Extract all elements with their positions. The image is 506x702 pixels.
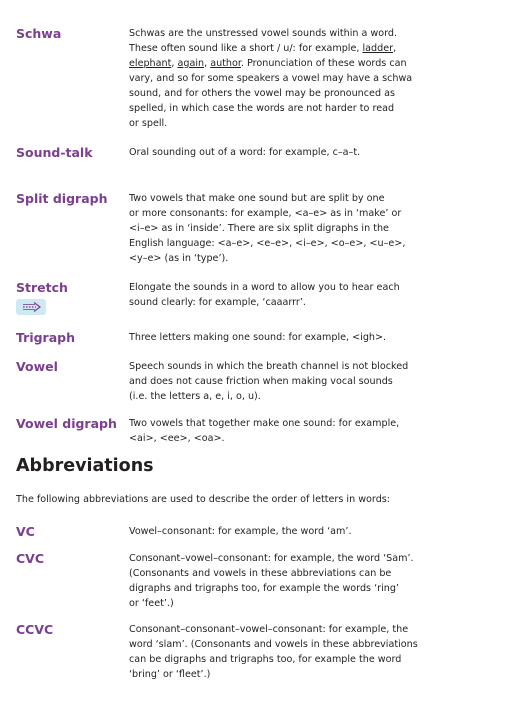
definition-line: or ‘feet’.) bbox=[129, 598, 174, 609]
definition-line: or spell. bbox=[129, 118, 168, 129]
definition-line: elephant, again, author. Pronunciation of these words can bbox=[129, 58, 407, 69]
definition-cvc bbox=[129, 551, 491, 611]
definition-line: <i–e> as in ‘inside’. There are six split digraphs in the bbox=[129, 223, 389, 234]
term-stretch: Stretch bbox=[16, 280, 68, 295]
term-vc: VC bbox=[16, 524, 35, 539]
definition-line: can be digraphs and trigraphs too, for example the word bbox=[129, 654, 402, 665]
definition-ccvc bbox=[129, 622, 491, 682]
definition-line: (Consonants and vowels in these abbreviations can be bbox=[129, 568, 392, 579]
definition-line: English language: <a–e>, <e–e>, <i–e>, <o–e>, <u–e>, bbox=[129, 238, 406, 249]
definition-vowel bbox=[129, 359, 491, 404]
definition-line: (i.e. the letters a, e, i, o, u). bbox=[129, 391, 261, 402]
term-ccvc: CCVC bbox=[16, 622, 54, 637]
definition-line: Two vowels that together make one sound: for example, bbox=[129, 418, 400, 429]
definition-line: These often sound like a short / u/: for example, ladder, bbox=[129, 43, 397, 54]
definition-line: vary, and so for some speakers a vowel may have a schwa bbox=[129, 73, 413, 84]
definition-line: Elongate the sounds in a word to allow you to hear each bbox=[129, 282, 400, 293]
stretch-arrow-icon bbox=[16, 299, 46, 315]
term-vowel-digraph: Vowel digraph bbox=[16, 416, 117, 431]
term-split-digraph: Split digraph bbox=[16, 191, 108, 206]
definition-line: and does not cause friction when making vocal sounds bbox=[129, 376, 393, 387]
abbreviations-intro: The following abbreviations are used to describe the order of letters in words: bbox=[16, 494, 391, 505]
definition-line: Schwas are the unstressed vowel sounds within a word. bbox=[129, 28, 398, 39]
underlined-word: author bbox=[210, 58, 241, 69]
definition-line: Oral sounding out of a word: for example, c–a–t. bbox=[129, 147, 361, 158]
section-heading-abbreviations: Abbreviations bbox=[16, 456, 154, 476]
term-cvc: CVC bbox=[16, 551, 45, 566]
underlined-word: elephant bbox=[129, 58, 172, 69]
definition-line: Two vowels that make one sound but are split by one bbox=[129, 193, 385, 204]
term-sound-talk: Sound-talk bbox=[16, 145, 93, 160]
definition-line: <ai>, <ee>, <oa>. bbox=[129, 433, 225, 444]
underlined-word: ladder bbox=[362, 43, 394, 54]
definition-line: Vowel–consonant: for example, the word ‘am’. bbox=[129, 526, 352, 537]
definition-line: ‘bring’ or ‘fleet’.) bbox=[129, 669, 211, 680]
definition-sound-talk bbox=[129, 145, 491, 160]
underlined-word: again bbox=[177, 58, 205, 69]
definition-line: Speech sounds in which the breath channel is not blocked bbox=[129, 361, 409, 372]
definition-stretch bbox=[129, 280, 491, 310]
definition-line: <y–e> (as in ‘type’). bbox=[129, 253, 229, 264]
definition-vowel-digraph bbox=[129, 416, 491, 446]
definition-line: sound, and for others the vowel may be pronounced as bbox=[129, 88, 395, 99]
definition-line: word ‘slam’. (Consonants and vowels in these abbreviations bbox=[129, 639, 418, 650]
definition-trigraph bbox=[129, 330, 491, 345]
definition-line: Consonant–consonant–vowel–consonant: for example, the bbox=[129, 624, 409, 635]
term-schwa: Schwa bbox=[16, 26, 62, 41]
definition-line: sound clearly: for example, ‘caaarrr’. bbox=[129, 297, 306, 308]
term-vowel: Vowel bbox=[16, 359, 58, 374]
definition-line: digraphs and trigraphs too, for example the words ‘ring’ bbox=[129, 583, 399, 594]
definition-line: Consonant–vowel–consonant: for example, the word ‘Sam’. bbox=[129, 553, 414, 564]
definition-line: or more consonants: for example, <a–e> as in ‘make’ or bbox=[129, 208, 402, 219]
definition-vc bbox=[129, 524, 491, 539]
definition-line: Three letters making one sound: for example, <igh>. bbox=[129, 332, 387, 343]
definition-schwa bbox=[129, 26, 491, 131]
definition-line: spelled, in which case the words are not harder to read bbox=[129, 103, 395, 114]
term-trigraph: Trigraph bbox=[16, 330, 75, 345]
definition-split-digraph bbox=[129, 191, 491, 266]
